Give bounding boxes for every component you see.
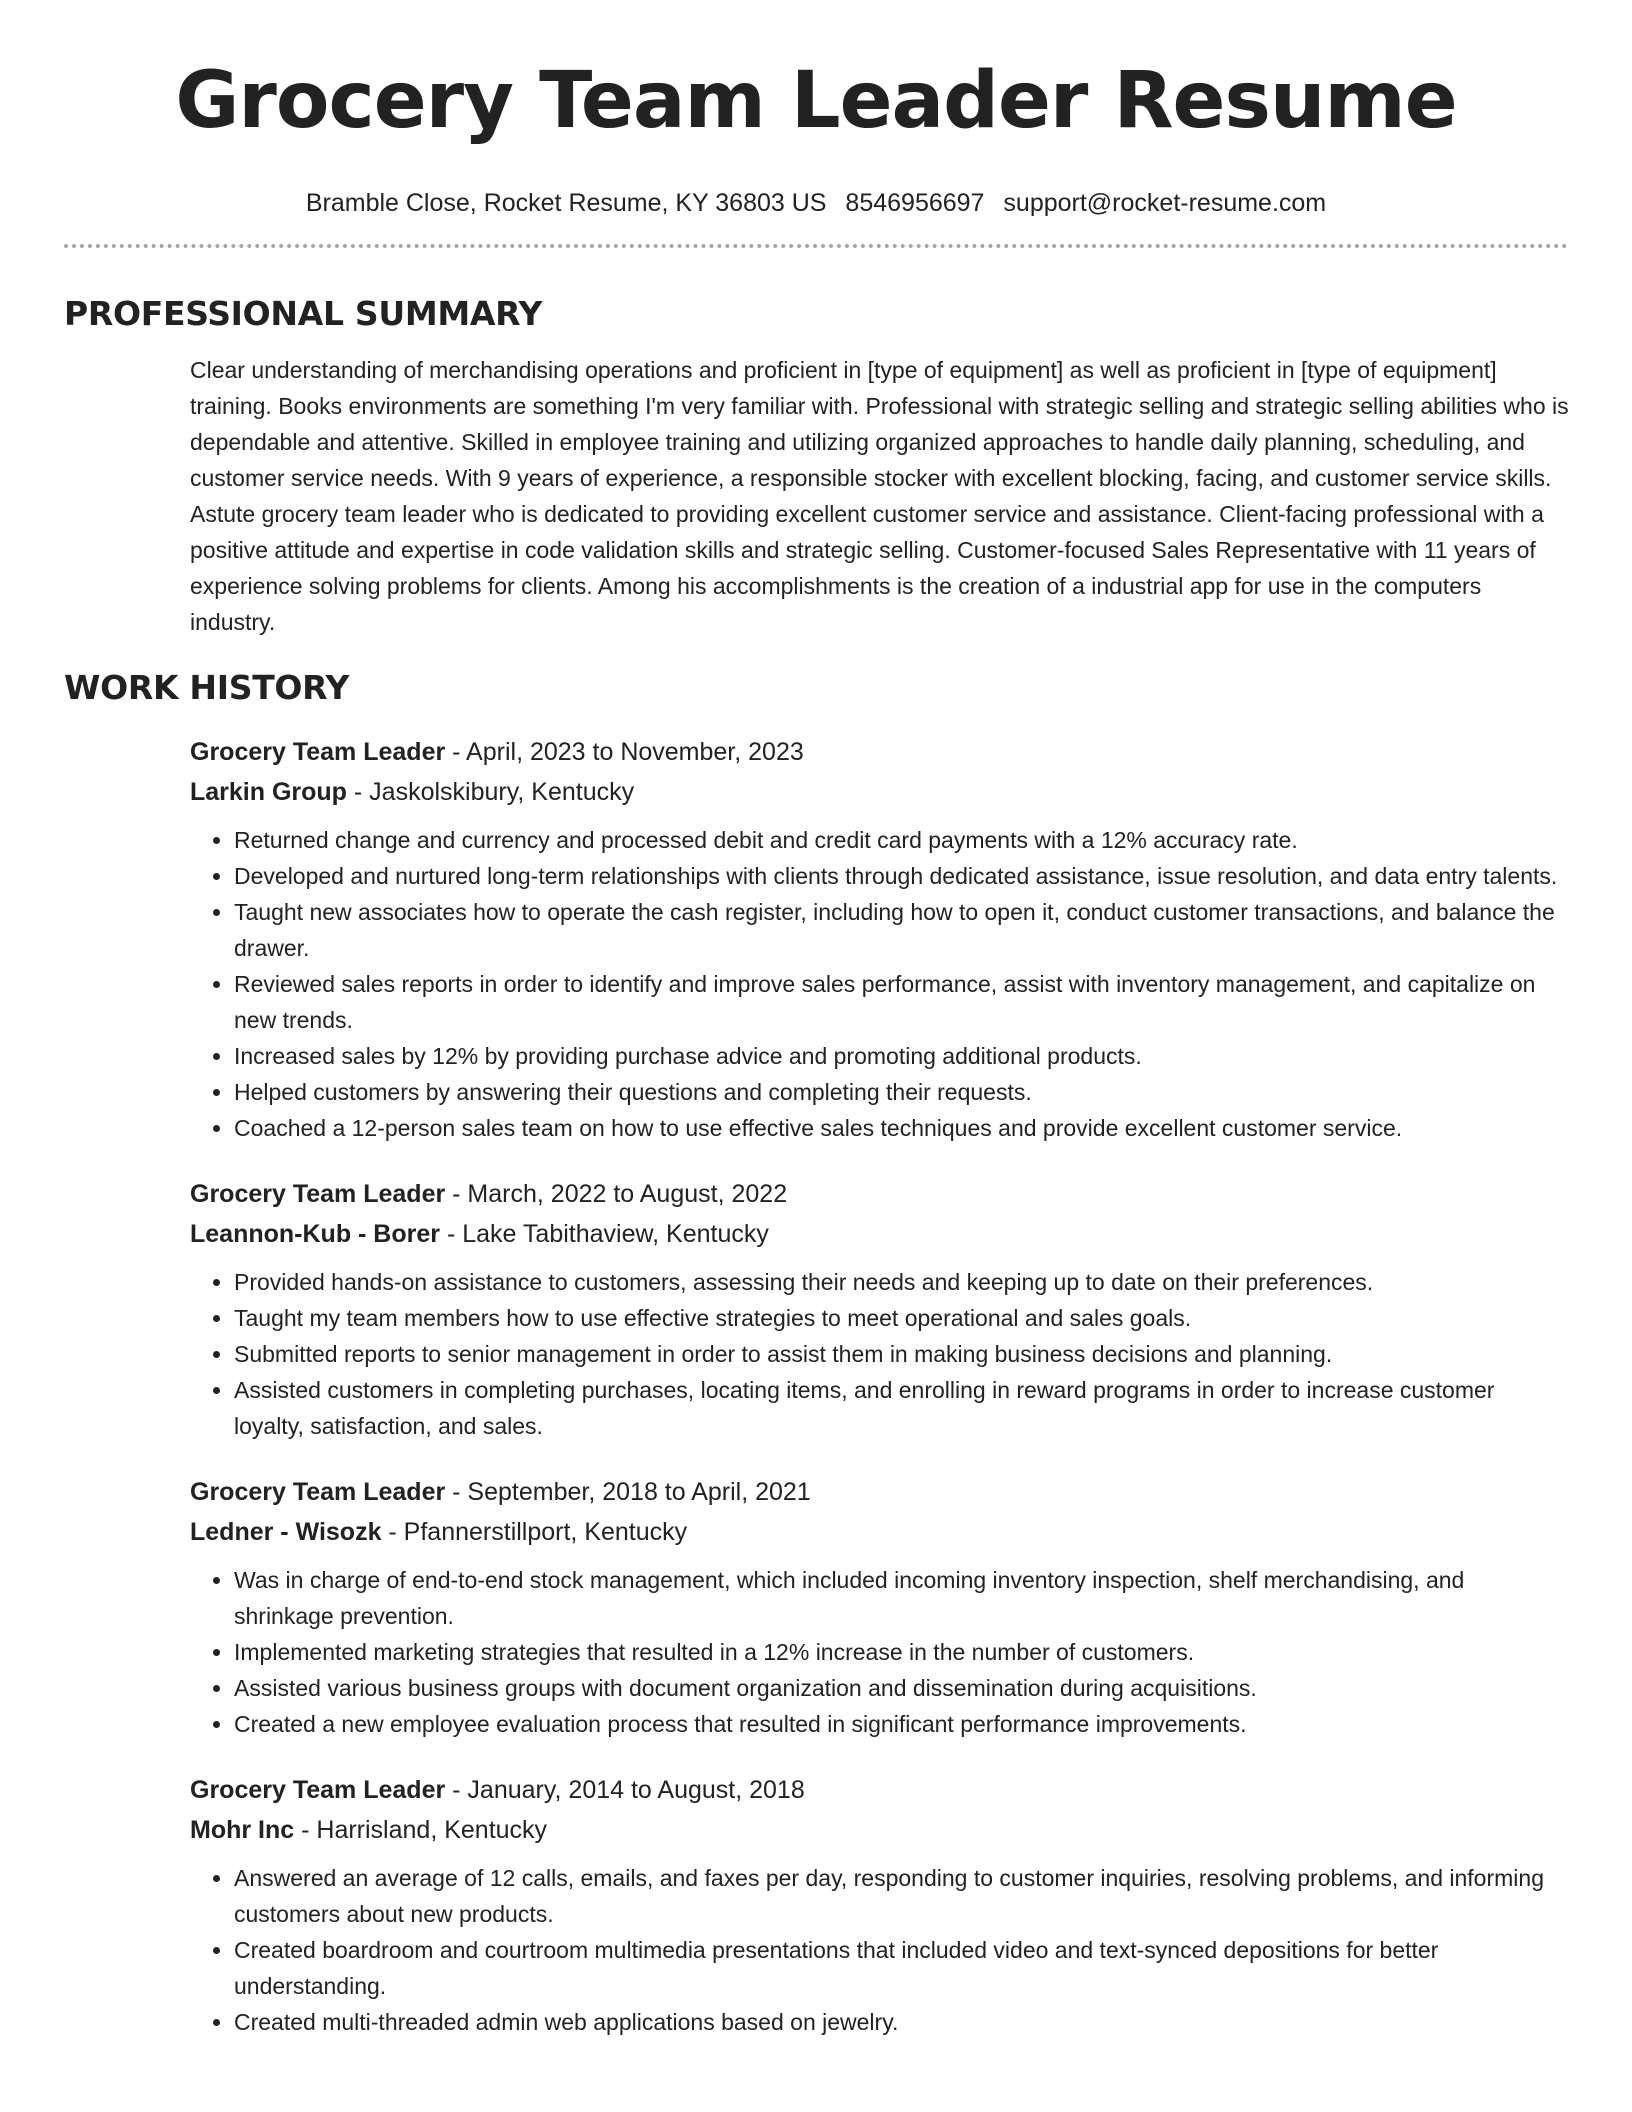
job-company-line: [190, 1810, 1570, 1850]
job-company: Ledner - Wisozk: [190, 1518, 382, 1546]
job-company: Leannon-Kub - Borer: [190, 1220, 440, 1248]
job-entry: [190, 1472, 1570, 1742]
job-role-line: [190, 1472, 1570, 1512]
job-bullet: • Taught my team members how to use effective strategies to meet operational and sales goals.: [234, 1300, 1570, 1336]
job-role: Grocery Team Leader: [190, 1180, 446, 1208]
contact-phone: 8546956697: [845, 189, 985, 217]
job-location: - Jaskolskibury, Kentucky: [346, 778, 635, 806]
job-company: Mohr Inc: [190, 1816, 295, 1844]
job-company-line: [190, 1512, 1570, 1552]
job-entry: [190, 1770, 1570, 2040]
job-bullet: • Developed and nurtured long-term relationships with clients through dedicated assistance, issue resolution, and data entry talents.: [234, 858, 1570, 894]
summary-section: [190, 352, 1570, 640]
job-bullet: • Taught new associates how to operate the cash register, including how to open it, conduct customer transactions, and balance the drawer.: [234, 894, 1570, 966]
job-bullet: • Created a new employee evaluation process that resulted in significant performance improvements.: [234, 1706, 1570, 1742]
resume-page: [64, 0, 1568, 2040]
job-location: - Lake Tabithaview, Kentucky: [440, 1220, 769, 1248]
job-role-line: [190, 1770, 1570, 1810]
job-bullet: • Helped customers by answering their questions and completing their requests.: [234, 1074, 1570, 1110]
job-entry: [190, 732, 1570, 1146]
job-company-line: [190, 1214, 1570, 1254]
job-company-line: [190, 772, 1570, 812]
job-location: - Harrisland, Kentucky: [294, 1816, 548, 1844]
job-bullet: • Assisted customers in completing purchases, locating items, and enrolling in reward programs in order to increase customer loyalty, satisfaction, and sales.: [234, 1372, 1570, 1444]
job-entry: [190, 1174, 1570, 1444]
job-bullet: • Assisted various business groups with document organization and dissemination during acquisitions.: [234, 1670, 1570, 1706]
job-bullet-list: [190, 1264, 1570, 1444]
summary-text: Clear understanding of merchandising operations and proficient in [type of equipment] as well as proficient in [type of equipment] training. Books environments are something I'm very familiar with. Professional with strategic selling and strategic selling abilities who is dependable and attentive. Skilled in employee training and utilizing organized approaches to handle daily planning, scheduling, and customer service needs. With 9 years of experience, a responsible stocker with excellent blocking, facing, and customer service skills. Astute grocery team leader who is dedicated to providing excellent customer service and assistance. Client-facing professional with a positive attitude and expertise in code validation skills and strategic selling. Customer-focused Sales Representative with 11 years of experience solving problems for clients. Among his accomplishments is the creation of a industrial app for use in the computers industry.: [190, 357, 1569, 635]
work-history-heading: WORK HISTORY: [64, 668, 350, 707]
job-role-line: [190, 732, 1570, 772]
job-bullet: • Created boardroom and courtroom multimedia presentations that included video and text-synced depositions for better understanding.: [234, 1932, 1570, 2004]
job-bullet: • Was in charge of end-to-end stock management, which included incoming inventory inspection, shelf merchandising, and shrinkage prevention.: [234, 1562, 1570, 1634]
job-bullet-list: [190, 1860, 1570, 2040]
job-role: Grocery Team Leader: [190, 738, 446, 766]
job-bullet: • Returned change and currency and processed debit and credit card payments with a 12% accuracy rate.: [234, 822, 1570, 858]
job-bullet: • Increased sales by 12% by providing purchase advice and promoting additional products.: [234, 1038, 1570, 1074]
job-role-line: [190, 1174, 1570, 1214]
job-role: Grocery Team Leader: [190, 1478, 446, 1506]
job-bullet-list: [190, 1562, 1570, 1742]
job-dates: - April, 2023 to November, 2023: [445, 738, 804, 766]
job-dates: - March, 2022 to August, 2022: [445, 1180, 788, 1208]
job-bullet-list: [190, 822, 1570, 1146]
resume-title: Grocery Team Leader Resume: [175, 56, 1457, 146]
job-bullet: • Coached a 12-person sales team on how to use effective sales techniques and provide excellent customer service.: [234, 1110, 1570, 1146]
header-divider: [64, 244, 1568, 248]
job-company: Larkin Group: [190, 778, 347, 806]
job-bullet: • Implemented marketing strategies that resulted in a 12% increase in the number of customers.: [234, 1634, 1570, 1670]
job-location: - Pfannerstillport, Kentucky: [381, 1518, 688, 1546]
job-bullet: • Answered an average of 12 calls, emails, and faxes per day, responding to customer inquiries, resolving problems, and informing customers about new products.: [234, 1860, 1570, 1932]
job-dates: - September, 2018 to April, 2021: [445, 1478, 811, 1506]
contact-address: Bramble Close, Rocket Resume, KY 36803 US: [305, 189, 827, 217]
job-bullet: • Submitted reports to senior management in order to assist them in making business decisions and planning.: [234, 1336, 1570, 1372]
job-bullet: • Created multi-threaded admin web applications based on jewelry.: [234, 2004, 1570, 2040]
job-role: Grocery Team Leader: [190, 1776, 446, 1804]
summary-heading: PROFESSIONAL SUMMARY: [64, 294, 543, 333]
job-bullet: • Reviewed sales reports in order to identify and improve sales performance, assist with inventory management, and capitalize on new trends.: [234, 966, 1570, 1038]
job-bullet: • Provided hands-on assistance to customers, assessing their needs and keeping up to date on their preferences.: [234, 1264, 1570, 1300]
contact-email[interactable]: support@rocket-resume.com: [1003, 189, 1327, 217]
contact-line: [64, 186, 1568, 220]
work-history-section: [190, 732, 1570, 2040]
job-dates: - January, 2014 to August, 2018: [445, 1776, 805, 1804]
